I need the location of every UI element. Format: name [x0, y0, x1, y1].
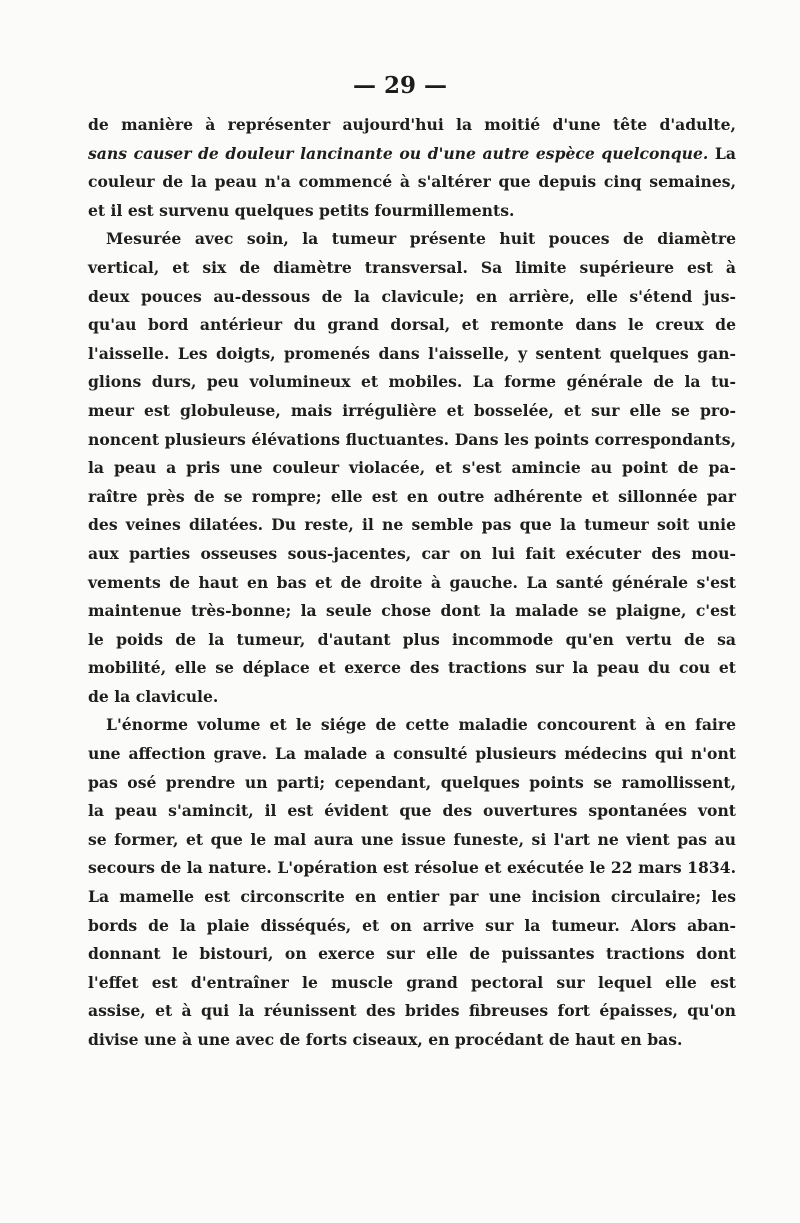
text-line — [88, 854, 736, 883]
line-text: raître près de se rompre; elle est en outre adhérente et sillonnée par — [88, 486, 736, 506]
text-line — [88, 969, 736, 998]
paragraph — [88, 711, 736, 1054]
text-line — [88, 597, 736, 626]
line-text: noncent plusieurs élévations fluctuantes. Dans les points correspondants, — [88, 429, 736, 449]
line-text: se former, et que le mal aura une issue funeste, si l'art ne vient pas au — [88, 829, 736, 849]
text-line — [88, 740, 736, 769]
page-number: — 29 — — [352, 72, 448, 99]
line-text: l'aisselle. Les doigts, promenés dans l'aisselle, y sentent quelques gan- — [88, 343, 736, 363]
text-line — [88, 912, 736, 941]
paragraph — [88, 225, 736, 711]
line-text: secours de la nature. L'opération est résolue et exécutée le 22 mars 1834. — [88, 858, 736, 878]
text-line — [88, 826, 736, 855]
text-line — [88, 397, 736, 426]
line-text: Mesurée avec soin, la tumeur présente huit pouces de diamètre — [106, 229, 736, 249]
line-text: deux pouces au-dessous de la clavicule; en arrière, elle s'étend jus- — [88, 286, 736, 306]
text-line — [88, 569, 736, 598]
line-text: assise, et à qui la réunissent des brides fibreuses fort épaisses, qu'on — [88, 1001, 736, 1021]
text-line — [88, 340, 736, 369]
body-text — [88, 111, 736, 1055]
line-text: qu'au bord antérieur du grand dorsal, et remonte dans le creux de — [88, 315, 736, 335]
text-line — [88, 483, 736, 512]
text-line — [88, 426, 736, 455]
text-line — [88, 140, 736, 169]
text-line — [88, 197, 736, 226]
italic-text: sans causer de douleur lancinante ou d'une autre espèce quelconque. — [88, 143, 709, 163]
text-line — [88, 654, 736, 683]
line-text: aux parties osseuses sous-jacentes, car on lui fait exécuter des mou- — [88, 543, 736, 563]
line-text: La mamelle est circonscrite en entier par une incision circulaire; les — [88, 887, 736, 907]
text-line — [88, 797, 736, 826]
text-line — [88, 368, 736, 397]
line-text: des veines dilatées. Du reste, il ne semble pas que la tumeur soit unie — [88, 515, 736, 535]
text-line — [88, 225, 736, 254]
text-line — [88, 711, 736, 740]
text-line — [88, 254, 736, 283]
text-line — [88, 311, 736, 340]
line-text: mobilité, elle se déplace et exerce des tractions sur la peau du cou et — [88, 658, 736, 678]
line-text: glions durs, peu volumineux et mobiles. La forme générale de la tu- — [88, 372, 736, 392]
line-text: le poids de la tumeur, d'autant plus incommode qu'en vertu de sa — [88, 629, 736, 649]
line-text: vertical, et six de diamètre transversal. Sa limite supérieure est à — [88, 257, 736, 277]
text-line — [88, 283, 736, 312]
line-text: la peau a pris une couleur violacée, et s'est amincie au point de pa- — [88, 458, 736, 478]
text-line — [88, 168, 736, 197]
text-line — [88, 683, 736, 712]
line-text: L'énorme volume et le siége de cette maladie concourent à en faire — [106, 715, 736, 735]
line-text: donnant le bistouri, on exerce sur elle de puissantes tractions dont — [88, 944, 736, 964]
line-text: maintenue très-bonne; la seule chose dont la malade se plaigne, c'est — [88, 601, 736, 621]
line-text: bords de la plaie disséqués, et on arrive sur la tumeur. Alors aban- — [88, 915, 736, 935]
line-text: la peau s'amincit, il est évident que des ouvertures spontanées vont — [88, 801, 736, 821]
text-line — [88, 1026, 736, 1055]
text-line — [88, 454, 736, 483]
text-line — [88, 540, 736, 569]
text-line — [88, 626, 736, 655]
line-text: La — [708, 143, 736, 163]
text-line — [88, 940, 736, 969]
text-line — [88, 997, 736, 1026]
line-text: couleur de la peau n'a commencé à s'altérer que depuis cinq semaines, — [88, 172, 736, 192]
line-text: vements de haut en bas et de droite à gauche. La santé générale s'est — [88, 572, 736, 592]
line-text: de la clavicule. — [88, 686, 219, 706]
text-line — [88, 111, 736, 140]
line-text: meur est globuleuse, mais irrégulière et bosselée, et sur elle se pro- — [88, 400, 736, 420]
line-text: l'effet est d'entraîner le muscle grand pectoral sur lequel elle est — [88, 972, 736, 992]
text-line — [88, 511, 736, 540]
line-text: et il est survenu quelques petits fourmillements. — [88, 200, 515, 220]
line-text: divise une à une avec de forts ciseaux, en procédant de haut en bas. — [88, 1030, 683, 1049]
text-line — [88, 769, 736, 798]
paragraph — [88, 111, 736, 225]
line-text: pas osé prendre un parti; cependant, quelques points se ramollissent, — [88, 772, 736, 792]
text-line — [88, 883, 736, 912]
line-text: de manière à représenter aujourd'hui la moitié d'une tête d'adulte, — [88, 115, 736, 134]
line-text: une affection grave. La malade a consulté plusieurs médecins qui n'ont — [88, 744, 736, 764]
